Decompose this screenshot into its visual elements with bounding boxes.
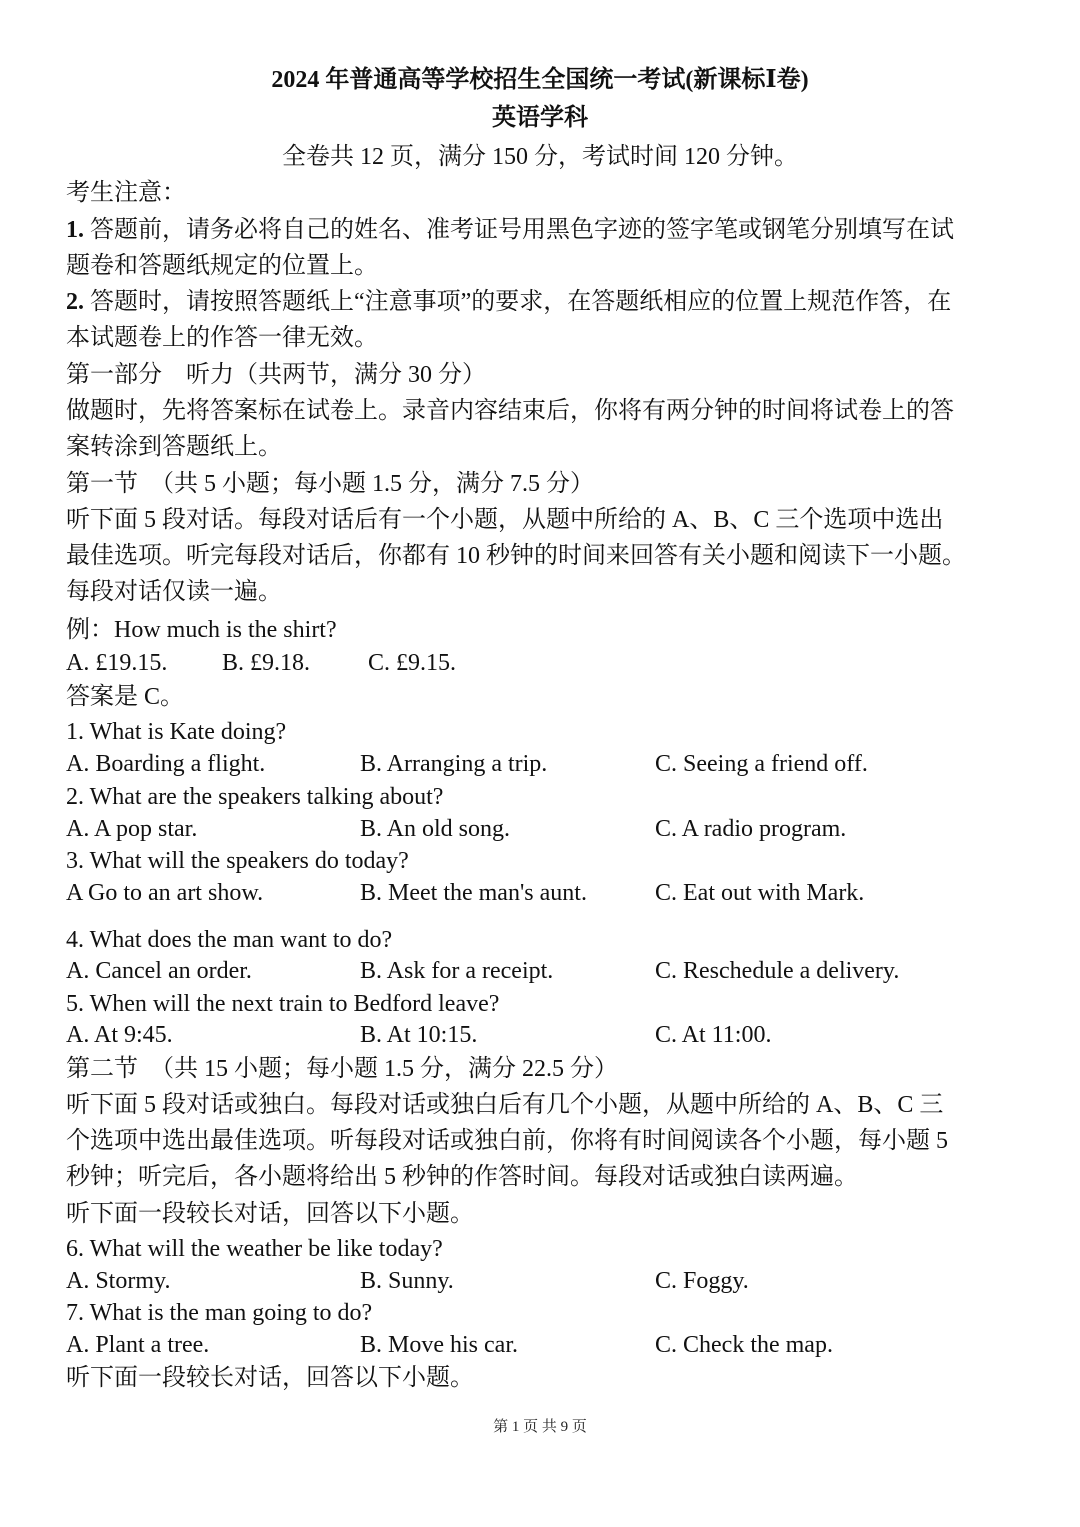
- question-2-option-b: B. An old song.: [360, 816, 511, 842]
- example-answer: 答案是 C。: [66, 684, 185, 710]
- section2-intro-2: 个选项中选出最佳选项。听每段对话或独白前，你将有时间阅读各个小题，每小题 5: [66, 1128, 948, 1154]
- question-6-option-c: C. Foggy.: [655, 1268, 749, 1294]
- question-1-option-b: B. Arranging a trip.: [360, 751, 548, 777]
- example-question: 例：How much is the shirt?: [66, 617, 337, 643]
- notice-item-1-cont: 题卷和答题纸规定的位置上。: [66, 253, 378, 279]
- notice-item-2-cont: 本试题卷上的作答一律无效。: [66, 325, 378, 351]
- question-7-option-a: A. Plant a tree.: [66, 1332, 210, 1358]
- listen-prompt-2: 听下面一段较长对话，回答以下小题。: [66, 1365, 474, 1391]
- notice-item-1-num: 1.: [66, 217, 84, 243]
- example-option-a: A. £19.15.: [66, 650, 168, 676]
- section1-intro-1: 听下面 5 段对话。每段对话后有一个小题，从题中所给的 A、B、C 三个选项中选出: [66, 507, 944, 533]
- example-option-c: C. £9.15.: [368, 650, 457, 676]
- exam-title: 2024 年普通高等学校招生全国统一考试(新课标Ⅰ卷): [271, 67, 809, 93]
- question-1: 1. What is Kate doing?: [66, 719, 287, 745]
- question-4-option-c: C. Reschedule a delivery.: [655, 958, 900, 984]
- section1-heading: 第一节 （共 5 小题；每小题 1.5 分，满分 7.5 分）: [66, 471, 594, 497]
- page-footer: 第 1 页 共 9 页: [493, 1419, 587, 1435]
- question-5-option-c: C. At 11:00.: [655, 1022, 772, 1048]
- notice-item-2-num: 2.: [66, 289, 84, 315]
- notice-item-2: [66, 284, 1026, 320]
- notice-heading: 考生注意：: [66, 180, 186, 206]
- question-3: 3. What will the speakers do today?: [66, 848, 409, 874]
- question-5: 5. When will the next train to Bedford leave?: [66, 991, 500, 1017]
- question-2: 2. What are the speakers talking about?: [66, 784, 444, 810]
- question-3-option-b: B. Meet the man's aunt.: [360, 880, 587, 906]
- notice-item-2-text: 答题时，请按照答题纸上“注意事项”的要求，在答题纸相应的位置上规范作答，在: [90, 289, 952, 315]
- section1-intro-3: 每段对话仅读一遍。: [66, 579, 282, 605]
- question-5-option-b: B. At 10:15.: [360, 1022, 478, 1048]
- part1-heading: 第一部分 听力（共两节，满分 30 分）: [66, 362, 486, 388]
- question-6: 6. What will the weather be like today?: [66, 1236, 443, 1262]
- question-7-option-c: C. Check the map.: [655, 1332, 833, 1358]
- question-4-option-b: B. Ask for a receipt.: [360, 958, 554, 984]
- part1-intro-2: 案转涂到答题纸上。: [66, 434, 282, 460]
- section2-intro-3: 秒钟；听完后，各小题将给出 5 秒钟的作答时间。每段对话或独白读两遍。: [66, 1164, 858, 1190]
- listen-prompt: 听下面一段较长对话，回答以下小题。: [66, 1201, 474, 1227]
- question-4: 4. What does the man want to do?: [66, 927, 393, 953]
- question-7-option-b: B. Move his car.: [360, 1332, 518, 1358]
- question-1-option-a: A. Boarding a flight.: [66, 751, 266, 777]
- question-4-option-a: A. Cancel an order.: [66, 958, 252, 984]
- exam-subject: 英语学科: [492, 105, 588, 131]
- question-2-option-c: C. A radio program.: [655, 816, 847, 842]
- notice-item-1: [66, 212, 1026, 248]
- question-5-option-a: A. At 9:45.: [66, 1022, 173, 1048]
- example-option-b: B. £9.18.: [222, 650, 311, 676]
- question-2-option-a: A. A pop star.: [66, 816, 198, 842]
- question-6-option-b: B. Sunny.: [360, 1268, 454, 1294]
- question-1-option-c: C. Seeing a friend off.: [655, 751, 868, 777]
- question-7: 7. What is the man going to do?: [66, 1300, 373, 1326]
- question-6-option-a: A. Stormy.: [66, 1268, 171, 1294]
- question-3-option-c: C. Eat out with Mark.: [655, 880, 865, 906]
- section2-intro-1: 听下面 5 段对话或独白。每段对话或独白后有几个小题，从题中所给的 A、B、C 三: [66, 1092, 944, 1118]
- notice-item-1-text: 答题前，请务必将自己的姓名、准考证号用黑色字迹的签字笔或钢笔分别填写在试: [90, 217, 954, 243]
- exam-meta: 全卷共 12 页，满分 150 分，考试时间 120 分钟。: [282, 144, 798, 170]
- question-3-option-a: A Go to an art show.: [66, 880, 264, 906]
- section2-heading: 第二节 （共 15 小题；每小题 1.5 分，满分 22.5 分）: [66, 1056, 618, 1082]
- part1-intro-1: 做题时，先将答案标在试卷上。录音内容结束后，你将有两分钟的时间将试卷上的答: [66, 398, 954, 424]
- section1-intro-2: 最佳选项。听完每段对话后，你都有 10 秒钟的时间来回答有关小题和阅读下一小题。: [66, 543, 966, 569]
